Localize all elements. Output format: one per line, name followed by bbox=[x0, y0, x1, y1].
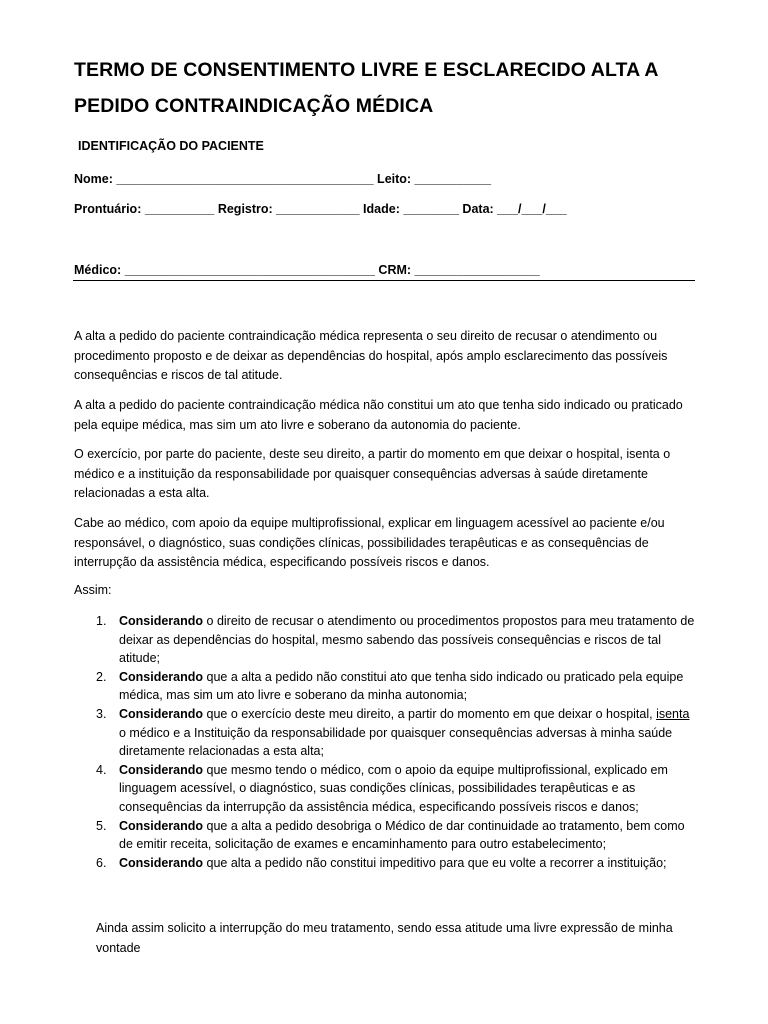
list-item bbox=[96, 761, 696, 817]
list-item bbox=[96, 705, 696, 761]
list-item-text: que o exercício deste meu direito, a partir do momento em que deixar o hospital, bbox=[203, 706, 657, 721]
list-item-bold: Considerando bbox=[119, 762, 204, 777]
list-item-bold: Considerando bbox=[119, 855, 204, 870]
list-item-underlined: isenta bbox=[656, 706, 690, 721]
list-number: 2. bbox=[96, 669, 107, 684]
list-item bbox=[96, 817, 696, 854]
title-line-2: PEDIDO CONTRAINDICAÇÃO MÉDICA bbox=[74, 95, 434, 117]
list-item-text: que a alta a pedido não constitui ato que tenha sido indicado ou praticado pela equipe médica, mas sim um ato livre e soberano da minha autonomia; bbox=[119, 669, 684, 703]
assim-label: Assim: bbox=[74, 583, 112, 597]
list-item-bold: Considerando bbox=[119, 818, 204, 833]
paragraph-3: O exercício, por parte do paciente, deste seu direito, a partir do momento em que deixar o hospital, isenta o médico e a instituição da responsabilidade por quaisquer consequências adversas à saúde diretamente relacionadas a esta alta. bbox=[74, 447, 671, 500]
list-item bbox=[96, 612, 696, 668]
list-number: 4. bbox=[96, 762, 107, 777]
list-number: 5. bbox=[96, 818, 107, 833]
list-item bbox=[96, 854, 696, 873]
considerations-list bbox=[96, 612, 696, 872]
list-item-text: que alta a pedido não constitui impeditivo para que eu volte a recorrer a instituição; bbox=[203, 855, 667, 870]
list-item-bold: Considerando bbox=[119, 706, 204, 721]
list-item bbox=[96, 668, 696, 705]
list-number: 6. bbox=[96, 855, 107, 870]
prontuario-field-line: Prontuário: __________ Registro: ____________ Idade: ________ Data: ___/___/___ bbox=[74, 202, 567, 216]
paragraph-4: Cabe ao médico, com apoio da equipe multiprofissional, explicar em linguagem acessível ao paciente e/ou responsável, o diagnóstico, suas condições clínicas, possibilidades terapêuticas e as consequências de interrupção da assistência médica, especificando possíveis riscos e danos. bbox=[74, 516, 665, 569]
medico-crm-field-line: Médico: ____________________________________ CRM: __________________ bbox=[74, 263, 540, 277]
list-item-bold: Considerando bbox=[119, 614, 204, 628]
list-item-text: que mesmo tendo o médico, com o apoio da equipe multiprofissional, explicado em linguagem acessível, o diagnóstico, suas condições clínicas, possibilidades terapêuticas e as consequências da interrupção da assistência médica, especificando possíveis riscos e danos; bbox=[119, 762, 668, 814]
closing-statement: Ainda assim solicito a interrupção do meu tratamento, sendo essa atitude uma livre expressão de minha vontade bbox=[96, 921, 673, 955]
list-item-text: que a alta a pedido desobriga o Médico de dar continuidade ao tratamento, bem como de emitir receita, solicitação de exames e encaminhamento para outro estabelecimento; bbox=[119, 818, 685, 852]
document-title bbox=[74, 52, 714, 124]
section-divider bbox=[73, 280, 695, 281]
list-number: 3. bbox=[96, 706, 107, 721]
list-number: 1. bbox=[96, 614, 107, 628]
patient-section-heading: IDENTIFICAÇÃO DO PACIENTE bbox=[78, 139, 264, 153]
paragraph-1: A alta a pedido do paciente contraindicação médica representa o seu direito de recusar o atendimento ou procedimento proposto e de deixar as dependências do hospital, após amplo esclarecimento das possíveis consequências e riscos de tal atitude. bbox=[74, 329, 668, 382]
list-item-text: o direito de recusar o atendimento ou procedimentos propostos para meu tratamento de deixar as dependências do hospital, mesmo sabendo das possíveis consequências e riscos de tal atitude; bbox=[119, 614, 695, 666]
list-item-text: o médico e a Instituição da responsabilidade por quaisquer consequências adversas à minha saúde diretamente relacionadas a esta alta; bbox=[119, 725, 673, 759]
title-line-1: TERMO DE CONSENTIMENTO LIVRE E ESCLARECIDO ALTA A bbox=[74, 59, 659, 81]
list-item-bold: Considerando bbox=[119, 669, 204, 684]
nome-leito-field-line: Nome: _____________________________________ Leito: ___________ bbox=[74, 172, 492, 186]
paragraph-2: A alta a pedido do paciente contraindicação médica não constitui um ato que tenha sido indicado ou praticado pela equipe médica, mas sim um ato livre e soberano da autonomia do paciente. bbox=[74, 398, 683, 432]
